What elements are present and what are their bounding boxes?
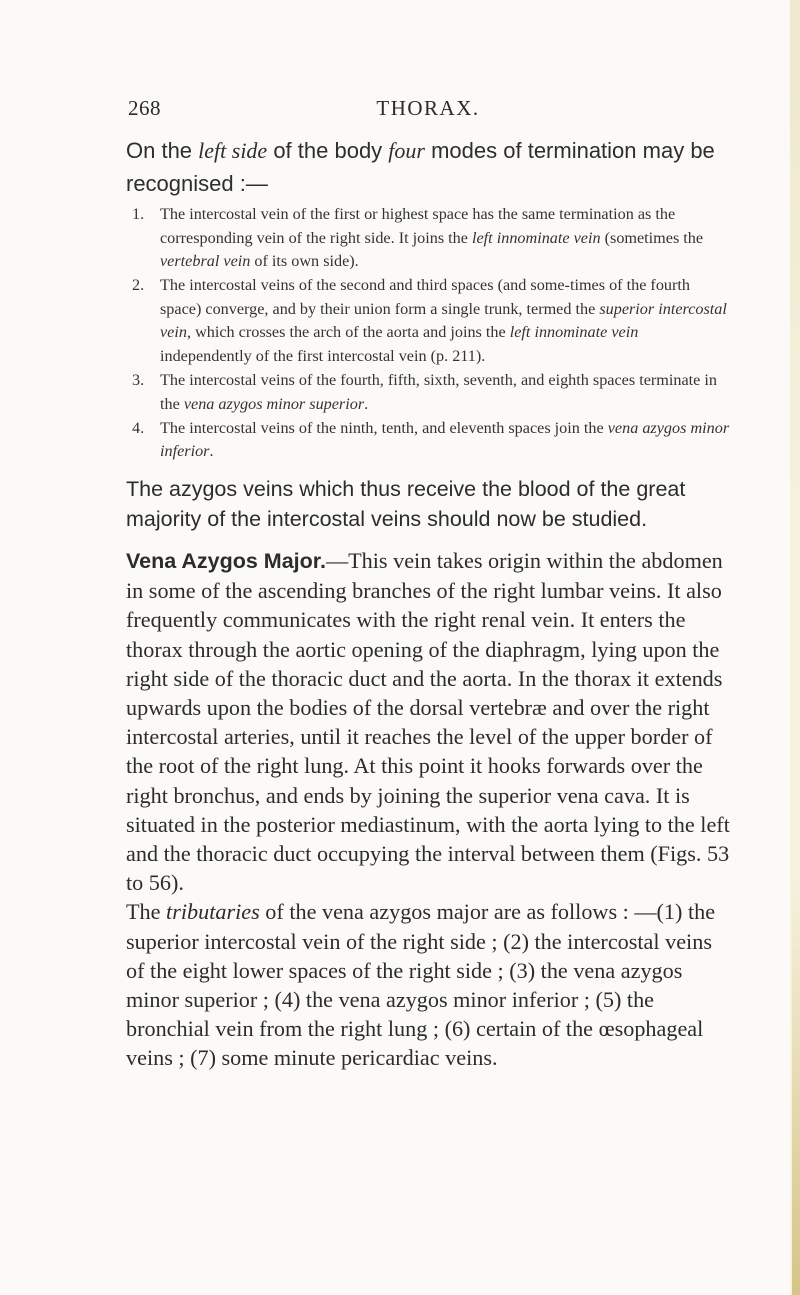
lead-emphasis: left side <box>198 138 268 163</box>
list-text: of its own side). <box>250 252 359 271</box>
running-title: THORAX. <box>376 96 480 120</box>
running-head <box>128 96 728 120</box>
lead-paragraph <box>126 134 732 200</box>
vena-azygos-major-paragraph <box>126 546 732 897</box>
section-body: —This vein takes origin within the abdomen in some of the ascending branches of the right lumbar veins. It also frequently communicates with the right renal vein. It enters the thorax through the aortic opening of the diaphragm, lying upon the right side of the thoracic duct and the aorta. In the thorax it extends upwards upon the bodies of the dorsal vertebræ and over the right intercostal arteries, until it reaches the level of the upper border of the root of the right lung. At this point it hooks forwards over the right bronchus, and ends by joining the superior vena cava. It is situated in the posterior mediastinum, with the aorta lying to the left and the thoracic duct occupying the interval between them (Figs. 53 to 56). <box>126 548 730 896</box>
list-item <box>126 274 732 368</box>
list-emphasis: vena azygos minor inferior <box>160 418 730 461</box>
list-text: (sometimes the <box>600 228 704 247</box>
lead-text: modes of termination may be recognised :— <box>126 138 715 196</box>
list-text: The intercostal veins of the ninth, tenth, and eleventh spaces join the <box>160 418 608 437</box>
list-emphasis: vena azygos minor superior <box>183 394 365 413</box>
lead-text: On the <box>126 138 199 163</box>
termination-list <box>126 203 732 464</box>
list-text: The intercostal vein of the first or highest space has the same termination as the corresponding vein of the right side. It joins the <box>160 205 676 247</box>
tributaries-text: The <box>126 899 167 925</box>
list-emphasis: superior intercostal vein <box>160 299 727 342</box>
list-emphasis: left innominate vein <box>472 228 601 247</box>
page-edge <box>790 0 800 1295</box>
list-number: 3. <box>132 371 145 390</box>
list-item <box>126 417 732 464</box>
lead-emphasis: four <box>388 138 425 163</box>
tributaries-paragraph <box>126 897 732 1072</box>
list-text: independently of the first intercostal vein (p. 211). <box>160 347 486 366</box>
list-number: 4. <box>132 418 145 437</box>
section-heading: Vena Azygos Major. <box>126 549 326 574</box>
lead-text: of the body <box>267 138 389 163</box>
list-number: 1. <box>132 205 145 223</box>
azygos-intro-paragraph: The azygos veins which thus receive the blood of the great majority of the intercostal veins should now be studied. <box>126 477 686 531</box>
list-text: The intercostal veins of the fourth, fifth, sixth, seventh, and eighth spaces terminate in the <box>160 371 717 413</box>
list-emphasis: left innominate vein <box>509 323 639 342</box>
list-number: 2. <box>132 276 145 295</box>
tributaries-emphasis: tributaries <box>166 899 260 925</box>
list-text: . <box>209 442 214 461</box>
tributaries-text: of the vena azygos major are as follows : —(1) the superior intercostal vein of the right side ; (2) the intercostal veins of the eight lower spaces of the right side ; (3) the vena azygos minor superior ; (4) the vena azygos minor inferior ; (5) the bronchial vein from the right lung ; (6) certain of the œsophageal veins ; (7) some minute pericardiac veins. <box>126 899 716 1071</box>
list-text: The intercostal veins of the second and third spaces (and some-times of the fourth space) converge, and by their union form a single trunk, termed the <box>160 276 690 318</box>
page-number: 268 <box>128 96 161 120</box>
list-item <box>126 369 732 416</box>
page-body <box>126 134 732 1073</box>
list-item <box>126 203 732 274</box>
list-emphasis: vertebral vein <box>160 252 251 271</box>
list-text: , which crosses the arch of the aorta and joins the <box>186 323 510 342</box>
list-text: . <box>364 394 369 413</box>
